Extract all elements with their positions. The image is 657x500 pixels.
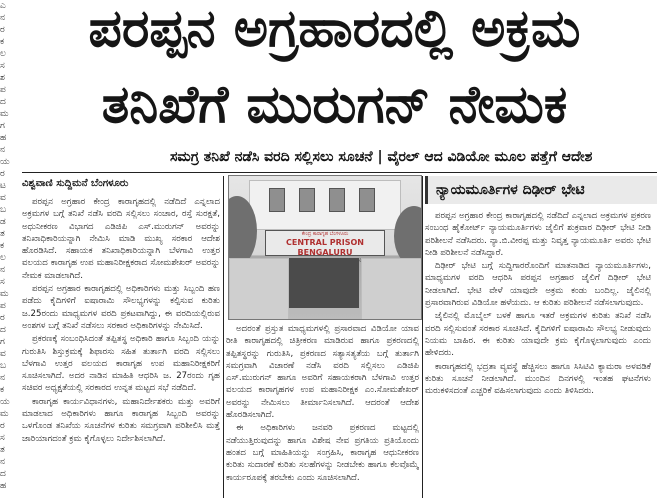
signboard-kannada: ಕೇಂದ್ರ ಕಾರಾಗೃಹ ಬೆಂಗಳೂರು xyxy=(301,231,349,237)
strip-glyph: ಯ xyxy=(0,397,10,407)
strip-glyph: ಕ xyxy=(0,37,5,47)
strip-glyph: ದ xyxy=(0,469,6,479)
gate-wall xyxy=(229,258,289,320)
paragraph: ದಿಢೀರ್ ಭೇಟಿ ಬಗ್ಗೆ ಸುದ್ದಿಗಾರರೊಂದಿಗೆ ಮಾತನಾಡಿದ ನ್ಯಾಯಮೂರ್ತಿಗಳು, ಮಾಧ್ಯಮಗಳ ವರದಿ ಆಧರಿಸಿ ಪರಪ್ಪನ ಅಗ್ರಹಾರ ಜೈಲಿಗೆ ದಿಢೀರ್ ಭೇಟಿ ನೀಡಲಾಗಿದೆ. ಭೇಟಿ ವೇಳೆ ಯಾವುದೇ ಅಕ್ರಮ ಕಂಡು ಬಂದಿಲ್ಲ. ಜೈಲಿನಲ್ಲಿ ಪ್ರಸಾರವಾಗಿರುವ ವಿಡಿಯೋ ಹಳೆಯದು. ಆ ಕುರಿತು ಪರಿಶೀಲನೆ ನಡೆಸಲಾಗುವುದು. xyxy=(425,261,651,309)
strip-glyph: ಗ xyxy=(0,121,5,131)
paragraph: ಅದರಂತೆ ಪ್ರಸ್ತುತ ಮಾಧ್ಯಮಗಳಲ್ಲಿ ಪ್ರಸಾರವಾದ ವಿಡಿಯೋ ಯಾವ ರೀತಿ ಕಾರಾಗೃಹದಲ್ಲಿ ಚಿತ್ರೀಕರಣ ಮಾಡಿರುವ ಹಾಗೂ ಪ್ರಕರಣದಲ್ಲಿ ತಪ್ಪಿತಸ್ಥರನ್ನು ಗುರುತಿಸಿ, ಪ್ರಕರಣದ ಸತ್ಯಾಸತ್ಯತೆಯ ಬಗ್ಗೆ ತುರ್ತಾಗಿ ಸಮಗ್ರವಾಗಿ ವಿಚಾರಣೆ ನಡೆಸಿ ವರದಿ ಸಲ್ಲಿಸಲು ಎಡಿಜಿಪಿ ಎಸ್.ಮುರುಗನ್ ಹಾಗೂ ಅವರಿಗೆ ಸಹಾಯಕರಾಗಿ ಬೆಳಗಾವಿ ಉತ್ತರ ವಲಯದ ಕಾರಾಗೃಹಗಳ ಉಪ ಮಹಾನಿರೀಕ್ಷಕ ಎಂ.ಸೋಮಶೇಖರ್ ಅವರನ್ನು ನೇಮಿಸಲು ತೀರ್ಮಾನಿಸಲಾಗಿದೆ. ಆದರಂತೆ ಆದೇಶ ಹೊರಡಿಸಲಾಗಿದೆ. xyxy=(226,324,419,421)
gate-wall xyxy=(361,258,422,320)
divider-rule xyxy=(22,172,657,173)
strip-glyph: ಪ xyxy=(0,301,6,311)
strip-glyph: ಬ xyxy=(0,361,7,371)
strip-glyph: ನ xyxy=(0,145,6,155)
column-divider xyxy=(223,176,224,498)
headline-line-1: ಪರಪ್ಪನ ಅಗ್ರಹಾರದಲ್ಲಿ ಅಕ್ರಮ xyxy=(88,2,581,59)
strip-glyph: ಲ xyxy=(0,49,6,59)
window xyxy=(269,188,285,212)
strip-glyph: ನ xyxy=(0,373,6,383)
strip-glyph: ಮ xyxy=(0,409,9,419)
strip-glyph: ವ xyxy=(0,349,6,359)
strip-glyph: ಸ xyxy=(0,61,5,71)
strip-glyph: ನ xyxy=(0,265,6,275)
column-divider xyxy=(422,176,423,498)
headline-line-2: ತನಿಖೆಗೆ ಮುರುಗನ್ ನೇಮಕ xyxy=(101,78,568,135)
article-column-2 xyxy=(226,323,419,498)
strip-glyph: ಕ xyxy=(0,385,5,395)
paragraph: ಜೈಲಿನಲ್ಲಿ ಮೊಬೈಲ್ ಬಳಕೆ ಹಾಗೂ ಇತರೆ ಅಕ್ರಮಗಳ ಕುರಿತು ತನಿಖೆ ನಡೆಸಿ ವರದಿ ಸಲ್ಲಿಸುವಂತೆ ಸರಕಾರ ಸೂಚಿಸಿದೆ. ಕೈದಿಗಳಿಗೆ ಐಷಾರಾಮಿ ಸೌಲಭ್ಯ ನೀಡುವುದು ನಿಯಮ ಬಾಹಿರ. ಈ ಕುರಿತು ಯಾವುದೇ ಕ್ರಮ ಕೈಗೊಳ್ಳಲಾಗುವುದು ಎಂದು ಹೇಳಿದರು. xyxy=(425,311,651,359)
byline: ವಿಶ್ವವಾಣಿ ಸುದ್ದಿಮನೆ ಬೆಂಗಳೂರು xyxy=(22,178,129,189)
strip-glyph: ಶ xyxy=(0,73,5,83)
strip-glyph: ವ xyxy=(0,193,6,203)
strip-glyph: ಟ xyxy=(0,181,6,191)
strip-glyph: ಮ xyxy=(0,109,9,119)
strip-glyph: ಪ xyxy=(0,85,6,95)
strip-glyph: ರ xyxy=(0,421,5,431)
paragraph: ಈ ಅಧಿಕಾರಿಗಳು ಜನವರಿ ಪ್ರಕರಣದ ಮಟ್ಟದಲ್ಲಿ ನಡೆಯುತ್ತಿರುವುದನ್ನು ಹಾಗೂ ವಿಶೇಷ ನೇವ ಪ್ರಗತಿಯ ಪ್ರತಿಯೊಂದು ಹಂತದ ಬಗ್ಗೆ ಮಾಹಿತಿಯನ್ನು ಸಂಗ್ರಹಿಸಿ, ಕಾರಾಗೃಹ ಆಧುನೀಕರಣ ಕುರಿತು ಸುದಾರಣೆ ಕುರಿತು ಸಲಹೆಗಳನ್ನು ನೀಡಬೇಕು ಹಾಗೂ ಕೆಲವೊಮ್ಮೆ ಕಾರ್ಯರೂಪಕ್ಕೆ ತರಬೇಕು ಎಂದು ಸೂಚಿಸಲಾಗಿದೆ. xyxy=(226,423,419,483)
strip-glyph: ಬ xyxy=(0,205,7,215)
strip-glyph: ಡ xyxy=(0,217,6,227)
prison-gate xyxy=(289,258,359,308)
strip-glyph: ರ xyxy=(0,169,5,179)
strip-glyph: ರ xyxy=(0,25,5,35)
strip-glyph: ತ xyxy=(0,229,5,239)
adjacent-column-strip xyxy=(0,0,18,500)
subheadline: ಸಮಗ್ರ ತನಿಖೆ ನಡೆಸಿ ವರದಿ ಸಲ್ಲಿಸಲು ಸೂಚನೆ | ವೈರಲ್ ಆದ ವಿಡಿಯೋ ಮೂಲ ಪತ್ತೆಗೆ ಆದೇಶ xyxy=(170,149,593,165)
strip-glyph: ನ xyxy=(0,457,6,467)
strip-glyph: ಸ xyxy=(0,433,5,443)
strip-glyph: ಸ xyxy=(0,277,5,287)
strip-glyph: ಎ xyxy=(0,1,6,11)
article-column-1 xyxy=(22,196,220,496)
paragraph: ಪರಪ್ಪನ ಅಗ್ರಹಾರ ಕಾರಾಗೃಹದಲ್ಲಿ ಅಧಿಕಾರಿಗಳು ಮತ್ತು ಸಿಬ್ಬಂದಿ ಹಣ ಪಡೆದು ಕೈದಿಗಳಿಗೆ ಐಷಾರಾಮಿ ಸೌಲಭ್ಯಗಳನ್ನು ಕಲ್ಪಿಸುವ ಕುರಿತು ಜ.25ರಂದು ಮಾಧ್ಯಮಗಳ ವರದಿ ಪ್ರಕಟವಾಗಿದ್ದು, ಈ ವರದಿಯಲ್ಲಿರುವ ಅಂಶಗಳ ಬಗ್ಗೆ ತನಿಖೆ ನಡೆಸಲು ಸರಕಾರ ಅಧಿಕಾರಿಗಳನ್ನು ನೇಮಿಸಿದೆ. xyxy=(22,284,220,331)
strip-glyph: ತ xyxy=(0,445,5,455)
strip-glyph: ದ xyxy=(0,325,6,335)
window xyxy=(329,188,345,212)
sidebar-box-body xyxy=(425,210,651,498)
strip-glyph: ಗ xyxy=(0,337,5,347)
strip-glyph: ದ xyxy=(0,97,6,107)
paragraph: ಪರಪ್ಪನ ಅಗ್ರಹಾರ ಕೇಂದ್ರ ಕಾರಾಗೃಹದಲ್ಲಿ ನಡೆದಿದೆ ಎನ್ನಲಾದ ಅಕ್ರಮಗಳ ಪ್ರಕರಣ ಸಂಬಂಧ ಹೈಕೋರ್ಟ್ ನ್ಯಾಯಮೂರ್ತಿಗಳು ಜೈಲಿಗೆ ಶುಕ್ರವಾರ ದಿಢೀರ್ ಭೇಟಿ ನೀಡಿ ಪರಿಶೀಲನೆ ನಡೆಸಿದರು. ನ್ಯಾ.ಬಿ.ವೀರಪ್ಪ ಮತ್ತು ನಿವೃತ್ತ ನ್ಯಾಯಮೂರ್ತಿ ಅವರು ಭೇಟಿ ನೀಡಿ ಪರಿಶೀಲನೆ ನಡೆಸಿದ್ದಾರೆ. xyxy=(425,211,651,258)
window xyxy=(359,188,375,212)
paragraph: ಕಾರಾಗೃಹದಲ್ಲಿ ಭದ್ರತಾ ವ್ಯವಸ್ಥೆ ಹೆಚ್ಚಿಸಲು ಹಾಗೂ ಸಿಸಿಟಿವಿ ಕ್ಯಾಮರಾ ಅಳವಡಿಕೆ ಕುರಿತು ಸೂಚನೆ ನೀಡಲಾಗಿದೆ. ಮುಂದಿನ ದಿನಗಳಲ್ಲಿ ಇಂತಹ ಘಟನೆಗಳು ಮರುಕಳಿಸದಂತೆ ಎಚ್ಚರಿಕೆ ವಹಿಸಲಾಗುವುದು ಎಂದು ತಿಳಿಸಿದರು. xyxy=(425,361,651,397)
strip-glyph: ಮ xyxy=(0,289,9,299)
strip-glyph: ಕ xyxy=(0,241,5,251)
paragraph: ಪ್ರಕರಣಕ್ಕೆ ಸಂಬಂಧಿಸಿದಂತೆ ತಪ್ಪಿತಸ್ಥ ಅಧಿಕಾರಿ ಹಾಗೂ ಸಿಬ್ಬಂದಿ ಯನ್ನು ಗುರುತಿಸಿ ಶಿಸ್ತುಕ್ರಮಕ್ಕೆ ಶಿಫಾರಸು ಸಹಿತ ತುರ್ತಾಗಿ ವರದಿ ಸಲ್ಲಿಸಲು ಬೆಳಗಾವಿ ಉತ್ತರ ವಲಯದ ಕಾರಾಗೃಹ ಉಪ ಮಹಾನಿರೀಕ್ಷಕರಿಗೆ ಸೂಚಿಸಲಾಗಿದೆ. ಅದರ ನಾಡಿನ ಮಾಹಿತಿ ಆಧರಿಸಿ ಜ. 27ರಂದು ಗೃಹ ಸಚಿವರ ಅಧ್ಯಕ್ಷತೆಯಲ್ಲಿ ಸರಕಾರದ ಉನ್ನತ ಮಟ್ಟದ ಸಭೆ ನಡೆದಿದೆ. xyxy=(22,334,220,394)
strip-glyph: ಯ xyxy=(0,157,10,167)
strip-glyph: ರ xyxy=(0,313,5,323)
prison-photo xyxy=(228,175,422,320)
strip-glyph: ಲ xyxy=(0,253,6,263)
tree xyxy=(394,206,422,266)
paragraph: ಪರಪ್ಪನ ಅಗ್ರಹಾರ ಕೇಂದ್ರ ಕಾರಾಗೃಹದಲ್ಲಿ ನಡೆದಿದೆ ಎನ್ನಲಾದ ಅಕ್ರಮಗಳ ಬಗ್ಗೆ ತನಿಖೆ ನಡೆಸಿ ವರದಿ ಸಲ್ಲಿಸಲು ಸಂಚಾರ, ರಸ್ತೆ ಸುರಕ್ಷತೆ, ಅಧುನೀಕರಣ ವಿಭಾಗದ ಎಡಿಜಿಪಿ ಎಸ್.ಮುರುಗನ್ ಅವರನ್ನು ತನಿಖಾಧಿಕಾರಿಯನ್ನಾಗಿ ನೇಮಿಸಿ ಮಾಡಿ ಮುಖ್ಯ ಸರಕಾರ ಆದೇಶ ಹೊರಡಿಸಿದೆ. ಸಹಾಯಕ ತನಿಖಾಧಿಕಾರಿಯನ್ನಾಗಿ ಬೆಳಗಾವಿ ಉತ್ತರ ವಲಯದ ಕಾರಾಗೃಹ ಉಪ ಮಹಾನಿರೀಕ್ಷಕರಾದ ಸೋಮಶೇಖರ್ ಅವರನ್ನು ನೇಮಕ ಮಾಡಲಾಗಿದೆ. xyxy=(22,197,220,281)
strip-glyph: ಹ xyxy=(0,481,7,491)
strip-glyph: ನ xyxy=(0,13,6,23)
window xyxy=(299,188,315,212)
signboard-title: CENTRAL PRISON BENGALURU xyxy=(286,238,364,257)
prison-signboard xyxy=(265,230,385,256)
sidebar-box-title: ನ್ಯಾಯಮೂರ್ತಿಗಳ ದಿಢೀರ್ ಭೇಟಿ xyxy=(425,176,657,204)
strip-glyph: ಹ xyxy=(0,133,7,143)
paragraph: ಕಾರಾಗೃಹ ಕಾರ್ಯವಿಧಾನಗಳು, ಮಹಾನಿರ್ದೇಶಕರು ಮತ್ತು ಅವರಿಗೆ ಮಾಡಲಾದ ಅಧಿಕಾರಿಗಳು ಹಾಗೂ ಕಾರಾಗೃಹ ಸಿಬ್ಬಂದಿ ಅವರನ್ನು ಒಳಗೊಂಡ ತನಿಖೆಯ ಸೂಚನೆಗಳ ಕುರಿತು ಸಮಗ್ರವಾಗಿ ಪರಿಶೀಲಿಸಿ ಮತ್ತೆ ಜಾರಿಯಾಗದಂತೆ ಕ್ರಮ ಕೈಗೊಳ್ಳಲು ನಿರ್ದೇಶಿಸಲಾಗಿದೆ. xyxy=(22,396,220,444)
